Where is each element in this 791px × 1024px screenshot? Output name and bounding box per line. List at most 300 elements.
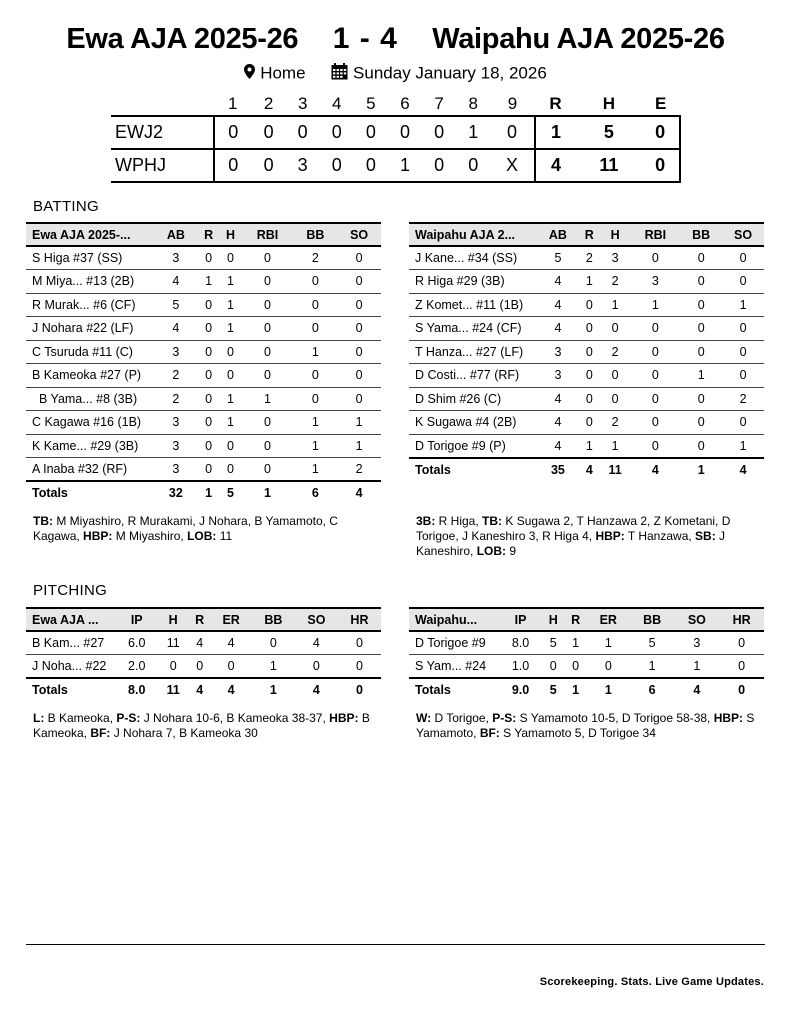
team-abbr: WPHJ — [111, 149, 214, 182]
stat-value: 0 — [630, 317, 680, 341]
batting-table-away — [26, 222, 381, 505]
stat-value: 0 — [294, 317, 338, 341]
stat-value: 0 — [198, 411, 220, 435]
note-label: P-S: — [116, 711, 141, 725]
player-row — [26, 246, 381, 270]
player-name: C Tsuruda #11 (C) — [26, 340, 154, 364]
stat-value: 0 — [294, 387, 338, 411]
game-info — [0, 63, 791, 85]
player-row — [409, 387, 764, 411]
totals-value: 0 — [338, 678, 381, 702]
stat-value: 0 — [680, 434, 722, 458]
stat-value: 2 — [600, 270, 631, 294]
totals-row — [409, 678, 764, 702]
total-errors: 0 — [641, 116, 680, 149]
total-runs: 4 — [535, 149, 577, 182]
stat-value: 4 — [537, 293, 579, 317]
note-label: LOB: — [476, 544, 507, 558]
inning-header: 8 — [468, 93, 478, 113]
totals-value: 1 — [587, 678, 630, 702]
note-label: HBP: — [713, 711, 744, 725]
stat-value: 1 — [675, 655, 720, 679]
inning-header: 7 — [434, 93, 444, 113]
note-text: 9 — [506, 544, 517, 558]
stat-value: 0 — [198, 293, 220, 317]
note-label: 3B: — [416, 514, 436, 528]
stat-value: 0 — [680, 340, 722, 364]
stat-value: 0 — [241, 246, 293, 270]
player-row — [409, 631, 764, 655]
inning-runs: 0 — [456, 149, 490, 182]
stat-value: 2 — [600, 411, 631, 435]
inning-header: 1 — [228, 93, 238, 113]
stat-value: 0 — [722, 340, 764, 364]
pitching-table-away — [26, 607, 381, 702]
inning-runs: 0 — [354, 116, 388, 149]
totals-value: 11 — [600, 458, 631, 482]
player-name: T Hanza... #27 (LF) — [409, 340, 537, 364]
player-row — [26, 317, 381, 341]
stat-value: 0 — [337, 317, 381, 341]
player-row — [26, 458, 381, 482]
note-text: M Miyashiro, R Murakami, J Nohara, B Yamamoto, C Kagawa, — [33, 514, 338, 543]
stat-value: 1 — [241, 387, 293, 411]
totals-value: 11 — [157, 678, 189, 702]
totals-value: 4 — [630, 458, 680, 482]
inning-runs: 3 — [286, 149, 320, 182]
team-column-header: Waipahu... — [409, 608, 499, 631]
note-text: M Miyashiro, — [112, 529, 188, 543]
totals-row — [26, 678, 381, 702]
player-name: A Inaba #32 (RF) — [26, 458, 154, 482]
note-text: J Kaneshiro, — [416, 529, 726, 558]
stat-column-header: H — [220, 223, 242, 246]
stat-value: 3 — [600, 246, 631, 270]
stat-value: 0 — [157, 655, 189, 679]
player-row — [26, 270, 381, 294]
stat-value: 3 — [154, 340, 198, 364]
stat-value: 2 — [579, 246, 600, 270]
player-name: Z Komet... #11 (1B) — [409, 293, 537, 317]
stat-value: 3 — [537, 340, 579, 364]
stat-value: 1 — [630, 293, 680, 317]
pitching-section-title: PITCHING — [33, 582, 108, 599]
stat-column-header: ER — [587, 608, 630, 631]
inning-runs: 0 — [214, 149, 252, 182]
stat-value: 0 — [241, 434, 293, 458]
stat-value: 0 — [337, 364, 381, 388]
stat-column-header: R — [189, 608, 211, 631]
inning-runs: 0 — [286, 116, 320, 149]
player-name: D Costi... #77 (RF) — [409, 364, 537, 388]
stat-column-header: HR — [719, 608, 764, 631]
stat-value: 1 — [722, 434, 764, 458]
stat-value: 0 — [241, 458, 293, 482]
stat-value: 4 — [537, 270, 579, 294]
stat-value: 0 — [680, 293, 722, 317]
player-name: D Torigoe #9 — [409, 631, 499, 655]
stat-value: 1 — [600, 293, 631, 317]
stat-column-header: R — [564, 608, 586, 631]
stat-value: 3 — [675, 631, 720, 655]
stat-value: 0 — [198, 317, 220, 341]
note-label: L: — [33, 711, 45, 725]
team-abbr: EWJ2 — [111, 116, 214, 149]
stat-value: 5 — [154, 293, 198, 317]
total-hits: 11 — [576, 149, 641, 182]
inning-header: 9 — [507, 93, 518, 113]
inning-runs: 0 — [214, 116, 252, 149]
stat-value: 0 — [241, 340, 293, 364]
stat-value: 1 — [198, 270, 220, 294]
stat-value: 1 — [220, 387, 242, 411]
totals-value: 1 — [252, 678, 295, 702]
stat-column-header: H — [157, 608, 189, 631]
stat-column-header: H — [542, 608, 564, 631]
stat-value: 1 — [294, 411, 338, 435]
stat-value: 0 — [294, 270, 338, 294]
stat-value: 0 — [600, 317, 631, 341]
stat-value: 0 — [680, 317, 722, 341]
totals-value: 4 — [295, 678, 338, 702]
note-label: HBP: — [83, 529, 113, 543]
batting-table-home — [409, 222, 764, 481]
stat-value: 0 — [579, 387, 600, 411]
player-row — [26, 655, 381, 679]
note-text: B Kameoka, — [44, 711, 117, 725]
stat-column-header: H — [600, 223, 631, 246]
game-header — [0, 22, 791, 56]
note-text: K Sugawa 2, T Hanzawa 2, Z Kometani, D Torigoe, J Kaneshiro 3, R Higa 4, — [416, 514, 731, 543]
stat-value: 3 — [630, 270, 680, 294]
totals-value: 5 — [542, 678, 564, 702]
stat-value: 0 — [241, 317, 293, 341]
stat-column-header: SO — [337, 223, 381, 246]
stat-value: 0 — [220, 340, 242, 364]
player-name: R Murak... #6 (CF) — [26, 293, 154, 317]
line-score-row-away — [111, 116, 680, 149]
stat-value: 4 — [154, 270, 198, 294]
stat-value: 0 — [294, 364, 338, 388]
stat-value: 0 — [337, 270, 381, 294]
home-team-name: Waipahu AJA 2025-26 — [432, 23, 725, 55]
inning-runs: 0 — [422, 149, 456, 182]
game-location: Home — [260, 63, 306, 83]
stat-value: 0 — [722, 364, 764, 388]
player-row — [409, 270, 764, 294]
note-label: W: — [416, 711, 432, 725]
stat-value: 2 — [722, 387, 764, 411]
stat-value: 5 — [630, 631, 675, 655]
stat-value: 0 — [600, 364, 631, 388]
stat-value: 0 — [630, 340, 680, 364]
stat-value: 1 — [680, 364, 722, 388]
stat-value: 0 — [719, 655, 764, 679]
stat-value: 8.0 — [499, 631, 542, 655]
stat-value: 0 — [338, 631, 381, 655]
inning-header: 5 — [366, 93, 376, 113]
team-column-header: Waipahu AJA 2... — [409, 223, 537, 246]
player-row — [26, 631, 381, 655]
totals-label: Totals — [26, 678, 116, 702]
stat-value: 4 — [295, 631, 338, 655]
player-row — [26, 293, 381, 317]
inning-header: 2 — [263, 93, 274, 113]
player-row — [26, 434, 381, 458]
stat-value: 0 — [680, 246, 722, 270]
pitching-notes-away — [33, 711, 381, 741]
stat-value: 0 — [337, 246, 381, 270]
totals-value: 5 — [220, 481, 242, 505]
note-text: S Yamamoto 5, D Torigoe 34 — [499, 726, 656, 740]
stat-value: 0 — [198, 434, 220, 458]
player-name: D Shim #26 (C) — [409, 387, 537, 411]
stat-value: 0 — [220, 364, 242, 388]
player-row — [409, 293, 764, 317]
stat-value: 0 — [252, 631, 295, 655]
stat-value: 0 — [220, 246, 242, 270]
player-name: S Higa #37 (SS) — [26, 246, 154, 270]
stat-value: 4 — [189, 631, 211, 655]
stat-value: 1 — [220, 317, 242, 341]
stat-value: 0 — [630, 411, 680, 435]
stat-value: 4 — [537, 434, 579, 458]
stat-column-header: BB — [680, 223, 722, 246]
note-text: 11 — [216, 529, 233, 543]
player-row — [409, 411, 764, 435]
note-label: HBP: — [329, 711, 359, 725]
stat-value: 1 — [294, 340, 338, 364]
stat-value: 0 — [338, 655, 381, 679]
stat-column-header: BB — [630, 608, 675, 631]
stat-value: 0 — [630, 387, 680, 411]
player-row — [26, 340, 381, 364]
player-name: S Yam... #24 — [409, 655, 499, 679]
stat-value: 0 — [542, 655, 564, 679]
player-name: K Kame... #29 (3B) — [26, 434, 154, 458]
player-row — [409, 434, 764, 458]
totals-value: 0 — [719, 678, 764, 702]
note-text: S Yamamoto, — [416, 711, 755, 740]
stat-value: 3 — [154, 246, 198, 270]
calendar-icon — [331, 63, 348, 85]
inning-runs: 1 — [388, 149, 422, 182]
note-text: R Higa, — [435, 514, 483, 528]
stat-column-header: SO — [722, 223, 764, 246]
stat-value: 1 — [294, 434, 338, 458]
line-score-row-home — [111, 149, 680, 182]
stat-value: 1 — [337, 411, 381, 435]
inning-runs: 0 — [252, 149, 286, 182]
totals-value: 8.0 — [116, 678, 157, 702]
stat-value: 1 — [252, 655, 295, 679]
stat-value: 2 — [600, 340, 631, 364]
stat-column-header: BB — [252, 608, 295, 631]
player-name: J Kane... #34 (SS) — [409, 246, 537, 270]
player-row — [409, 655, 764, 679]
stat-value: 0 — [630, 434, 680, 458]
note-text: T Hanzawa, — [624, 529, 696, 543]
stat-value: 4 — [537, 317, 579, 341]
totals-value: 1 — [564, 678, 586, 702]
player-row — [409, 364, 764, 388]
stat-value: 1 — [600, 434, 631, 458]
stat-value: 1 — [579, 270, 600, 294]
stat-value: 0 — [680, 270, 722, 294]
stat-value: 0 — [719, 631, 764, 655]
stat-value: 3 — [537, 364, 579, 388]
stat-value: 0 — [295, 655, 338, 679]
stat-value: 2 — [337, 458, 381, 482]
note-text: J Nohara 7, B Kameoka 30 — [110, 726, 258, 740]
stat-column-header: IP — [499, 608, 542, 631]
stat-value: 0 — [241, 270, 293, 294]
player-name: B Kameoka #27 (P) — [26, 364, 154, 388]
inning-runs: 1 — [456, 116, 490, 149]
player-name: C Kagawa #16 (1B) — [26, 411, 154, 435]
note-label: LOB: — [187, 529, 217, 543]
stat-value: 0 — [587, 655, 630, 679]
totals-label: Totals — [409, 678, 499, 702]
stat-value: 0 — [564, 655, 586, 679]
map-pin-icon — [244, 64, 255, 84]
stat-value: 0 — [680, 387, 722, 411]
stat-value: 0 — [198, 458, 220, 482]
player-name: B Kam... #27 — [26, 631, 116, 655]
note-label: BF: — [90, 726, 111, 740]
hits-header: H — [602, 93, 615, 113]
stat-value: 0 — [630, 364, 680, 388]
note-text: J Nohara 10-6, B Kameoka 38-37, — [140, 711, 330, 725]
stat-value: 4 — [154, 317, 198, 341]
player-row — [26, 387, 381, 411]
stat-value: 3 — [154, 434, 198, 458]
totals-value: 35 — [537, 458, 579, 482]
stat-column-header: RBI — [241, 223, 293, 246]
stat-value: 11 — [157, 631, 189, 655]
stat-column-header: IP — [116, 608, 157, 631]
totals-value: 4 — [189, 678, 211, 702]
stat-column-header: R — [198, 223, 220, 246]
stat-value: 0 — [722, 317, 764, 341]
note-label: TB: — [33, 514, 53, 528]
stat-value: 2 — [154, 364, 198, 388]
stat-value: 0 — [198, 246, 220, 270]
batting-notes-home — [416, 514, 764, 559]
team-column-header: Ewa AJA 2025-... — [26, 223, 154, 246]
stat-value: 0 — [579, 293, 600, 317]
stat-value: 0 — [579, 317, 600, 341]
stat-value: 2 — [154, 387, 198, 411]
stat-column-header: SO — [675, 608, 720, 631]
away-team-name: Ewa AJA 2025-26 — [66, 23, 299, 55]
total-runs: 1 — [535, 116, 577, 149]
stat-value: 0 — [198, 364, 220, 388]
stat-value: 0 — [198, 387, 220, 411]
inning-header: 6 — [400, 93, 410, 113]
player-row — [409, 246, 764, 270]
runs-header: R — [549, 93, 562, 113]
note-label: BF: — [479, 726, 500, 740]
player-row — [26, 364, 381, 388]
stat-column-header: AB — [154, 223, 198, 246]
stat-value: 4 — [537, 387, 579, 411]
stat-value: 1 — [337, 434, 381, 458]
game-date: Sunday January 18, 2026 — [353, 63, 547, 83]
stat-column-header: R — [579, 223, 600, 246]
stat-value: 0 — [630, 246, 680, 270]
inning-header: 3 — [297, 93, 308, 113]
player-name: B Yama... #8 (3B) — [26, 387, 154, 411]
team-column-header: Ewa AJA ... — [26, 608, 116, 631]
batting-notes-away — [33, 514, 381, 544]
stat-value: 0 — [241, 411, 293, 435]
stat-value: 4 — [537, 411, 579, 435]
stat-value: 1 — [220, 293, 242, 317]
note-text: S Yamamoto 10-5, D Torigoe 58-38, — [516, 711, 714, 725]
note-label: TB: — [482, 514, 503, 528]
totals-value: 1 — [198, 481, 220, 505]
player-name: D Torigoe #9 (P) — [409, 434, 537, 458]
stat-value: 1 — [294, 458, 338, 482]
total-hits: 5 — [576, 116, 641, 149]
totals-value: 32 — [154, 481, 198, 505]
stat-value: 2 — [294, 246, 338, 270]
stat-column-header: HR — [338, 608, 381, 631]
stat-value: 0 — [722, 246, 764, 270]
stat-value: 1 — [722, 293, 764, 317]
stat-value: 0 — [241, 293, 293, 317]
inning-runs: 0 — [320, 116, 354, 149]
totals-value: 4 — [337, 481, 381, 505]
inning-runs: 0 — [320, 149, 354, 182]
stat-value: 0 — [579, 411, 600, 435]
stat-value: 0 — [189, 655, 211, 679]
totals-value: 6 — [294, 481, 338, 505]
stat-column-header: ER — [210, 608, 251, 631]
stat-value: 0 — [337, 293, 381, 317]
player-name: K Sugawa #4 (2B) — [409, 411, 537, 435]
stat-value: 6.0 — [116, 631, 157, 655]
inning-runs: 0 — [490, 116, 534, 149]
footer-tagline: Scorekeeping. Stats. Live Game Updates. — [539, 976, 764, 988]
stat-value: 0 — [210, 655, 251, 679]
player-name: J Nohara #22 (LF) — [26, 317, 154, 341]
stat-value: 0 — [220, 458, 242, 482]
total-errors: 0 — [641, 149, 680, 182]
totals-row — [409, 458, 764, 482]
player-name: S Yama... #24 (CF) — [409, 317, 537, 341]
stat-value: 5 — [537, 246, 579, 270]
note-label: SB: — [695, 529, 716, 543]
stat-column-header: RBI — [630, 223, 680, 246]
stat-value: 0 — [337, 340, 381, 364]
player-row — [26, 411, 381, 435]
stat-value: 0 — [680, 411, 722, 435]
stat-value: 1 — [579, 434, 600, 458]
stat-value: 0 — [198, 340, 220, 364]
stat-column-header: SO — [295, 608, 338, 631]
stat-value: 3 — [154, 458, 198, 482]
stat-value: 3 — [154, 411, 198, 435]
player-row — [409, 317, 764, 341]
stat-value: 0 — [722, 270, 764, 294]
pitching-notes-home — [416, 711, 764, 741]
batting-section-title: BATTING — [33, 198, 99, 215]
totals-label: Totals — [409, 458, 537, 482]
totals-value: 9.0 — [499, 678, 542, 702]
inning-runs: 0 — [354, 149, 388, 182]
